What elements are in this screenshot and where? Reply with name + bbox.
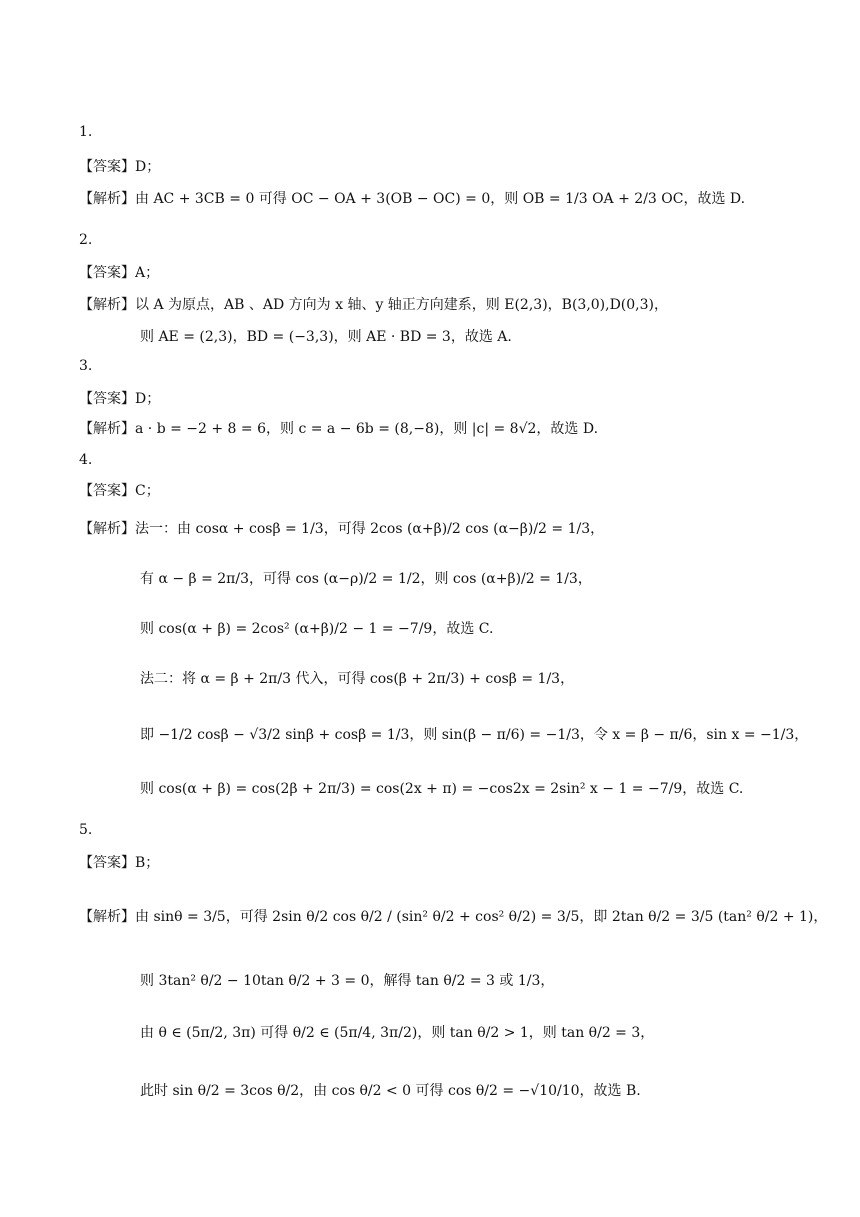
- problem-5-solution-line-4: 此时 sin θ/2 = 3cos θ/2，由 cos θ/2 < 0 可得 cos θ/2 = −√10/10，故选 B.: [140, 1083, 641, 1099]
- problem-4-solution-line-4: 法二：将 α = β + 2π/3 代入，可得 cos(β + 2π/3) + cosβ = 1/3，: [140, 671, 575, 687]
- problem-5-number: 5.: [79, 822, 93, 838]
- problem-2-number: 2.: [79, 232, 93, 248]
- problem-4-solution-line-3: 则 cos(α + β) = 2cos² (α+β)/2 − 1 = −7/9，故选 C.: [140, 621, 494, 637]
- problem-4-solution-line-6: 则 cos(α + β) = cos(2β + 2π/3) = cos(2x + π) = −cos2x = 2sin² x − 1 = −7/9，故选 C.: [140, 781, 744, 797]
- problem-4-solution-line-5: 即 −1/2 cosβ − √3/2 sinβ + cosβ = 1/3，则 sin(β − π/6) = −1/3，令 x = β − π/6，sin x = −1/3，: [140, 727, 809, 743]
- problem-1-answer: 【答案】D；: [79, 159, 161, 175]
- problem-1-solution-line-1: 【解析】由 AC + 3CB = 0 可得 OC − OA + 3(OB − OC) = 0，则 OB = 1/3 OA + 2/3 OC，故选 D.: [79, 191, 746, 207]
- problem-4-solution-line-1: 【解析】法一：由 cosα + cosβ = 1/3，可得 2cos (α+β)/2 cos (α−β)/2 = 1/3，: [79, 521, 605, 537]
- problem-5-solution-line-3: 由 θ ∈ (5π/2, 3π) 可得 θ/2 ∈ (5π/4, 3π/2)，则 tan θ/2 > 1，则 tan θ/2 = 3，: [140, 1025, 655, 1041]
- problem-2-solution-line-2: 则 AE = (2,3)，BD = (−3,3)，则 AE · BD = 3，故选 A.: [140, 329, 512, 345]
- problem-5-answer: 【答案】B；: [79, 855, 160, 871]
- problem-3-solution-line-1: 【解析】a · b = −2 + 8 = 6，则 c = a − 6b = (8,−8)，则 |c| = 8√2，故选 D.: [79, 421, 599, 437]
- problem-2-solution-line-1: 【解析】以 A 为原点，AB 、AD 方向为 x 轴、y 轴正方向建系，则 E(2,3)，B(3,0),D(0,3)，: [79, 297, 668, 313]
- problem-3-answer: 【答案】D；: [79, 391, 161, 407]
- problem-5-solution-line-2: 则 3tan² θ/2 − 10tan θ/2 + 3 = 0，解得 tan θ/2 = 3 或 1/3，: [140, 973, 555, 989]
- problem-4-number: 4.: [79, 452, 93, 468]
- problem-2-answer: 【答案】A；: [79, 265, 160, 281]
- problem-4-answer: 【答案】C；: [79, 483, 160, 499]
- problem-1-number: 1.: [79, 124, 93, 140]
- problem-3-number: 3.: [79, 358, 93, 374]
- problem-5-solution-line-1: 【解析】由 sinθ = 3/5，可得 2sin θ/2 cos θ/2 / (sin² θ/2 + cos² θ/2) = 3/5，即 2tan θ/2 = 3/5 (tan² θ/2 + 1)，: [79, 909, 828, 925]
- problem-4-solution-line-2: 有 α − β = 2π/3，可得 cos (α−ρ)/2 = 1/2，则 cos (α+β)/2 = 1/3，: [140, 571, 592, 587]
